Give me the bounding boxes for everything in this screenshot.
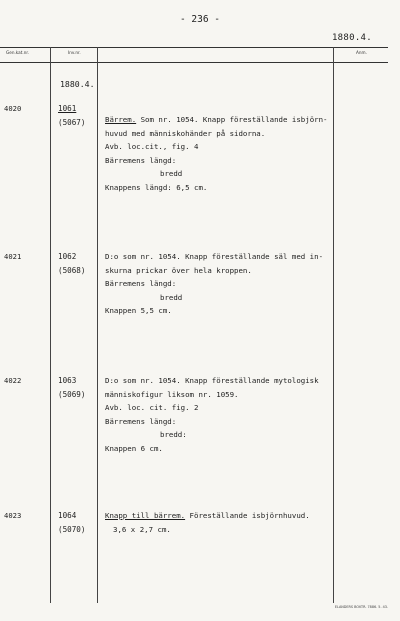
entry-description xyxy=(105,113,328,195)
entry-line: huvud med människohänder på sidorna. xyxy=(105,128,266,138)
entry-line: Avb. loc.cit., fig. 4 xyxy=(105,142,199,152)
entry-inv: 1061 xyxy=(58,104,77,113)
header-kat: Gen.kat.nr. xyxy=(6,50,30,55)
entry-inv-number xyxy=(58,374,85,402)
entry-inv-paren: (5070) xyxy=(58,525,86,534)
entry-inv: 1062 xyxy=(58,252,77,261)
entry-description xyxy=(105,374,319,456)
entry-kat-number: 4020 xyxy=(4,104,22,113)
entry-inv-number xyxy=(58,250,85,278)
entry-line-title: Bärrem. xyxy=(105,115,137,124)
entry-line: bredd: xyxy=(160,430,187,440)
entry-description xyxy=(105,250,323,318)
entry-inv: 1064 xyxy=(58,511,77,520)
entry-line: Knappen 5,5 cm. xyxy=(105,306,172,316)
entry-line: Knappen 6 cm. xyxy=(105,443,163,453)
entry-line: D:o som nr. 1054. Knapp föreställande mytologisk xyxy=(105,376,319,385)
entry-line: skurna prickar över hela kroppen. xyxy=(105,265,252,275)
top-year: 1880.4. xyxy=(331,33,372,43)
entry-kat-number: 4021 xyxy=(4,252,22,261)
page-number: - 236 - xyxy=(179,14,221,25)
entry-description xyxy=(105,509,310,536)
entry-line: bredd xyxy=(160,169,183,179)
entry-line: Knappens längd: 6,5 cm. xyxy=(105,182,208,192)
entry-line: Avb. loc. cit. fig. 2 xyxy=(105,403,199,413)
entry-inv-paren: (5069) xyxy=(58,390,86,399)
entry-line-title: Knapp till bärrem. xyxy=(105,511,186,520)
header-rule-bottom xyxy=(0,62,388,63)
year-entry: 1880.4. xyxy=(60,79,95,89)
entry-inv: 1063 xyxy=(58,376,77,385)
entry-line: Bärremens längd: xyxy=(105,155,177,165)
entry-line xyxy=(105,509,310,523)
entry-inv-number xyxy=(58,509,85,537)
entry-line: bredd xyxy=(160,292,183,302)
column-divider-kat xyxy=(50,47,51,603)
header-anm: Anm. xyxy=(356,50,367,55)
entry-line: 3,6 x 2,7 cm. xyxy=(113,524,171,534)
entry-line: människofigur liksom nr. 1059. xyxy=(105,389,239,399)
entry-line xyxy=(105,113,328,127)
printer-imprint: ELANDERS BOKTR. 7886. 5. 43. xyxy=(334,605,388,609)
entry-line: Bärremens längd: xyxy=(105,416,177,426)
header-inv: Inv.nr. xyxy=(68,50,81,55)
entry-inv-number xyxy=(58,102,85,130)
entry-inv-paren: (5068) xyxy=(58,266,86,275)
entry-inv-paren: (5067) xyxy=(58,118,86,127)
column-divider-anm xyxy=(333,47,334,603)
entry-line-text: Som nr. 1054. Knapp föreställande isbjörn- xyxy=(136,115,328,124)
entry-line: D:o som nr. 1054. Knapp föreställande säl med in- xyxy=(105,252,324,261)
entry-kat-number: 4023 xyxy=(4,511,22,520)
entry-line-text: Föreställande isbjörnhuvud. xyxy=(185,511,310,520)
entry-kat-number: 4022 xyxy=(4,376,22,385)
header-rule-top xyxy=(0,47,388,48)
entry-line: Bärremens längd: xyxy=(105,279,177,289)
column-divider-inv xyxy=(97,47,98,603)
